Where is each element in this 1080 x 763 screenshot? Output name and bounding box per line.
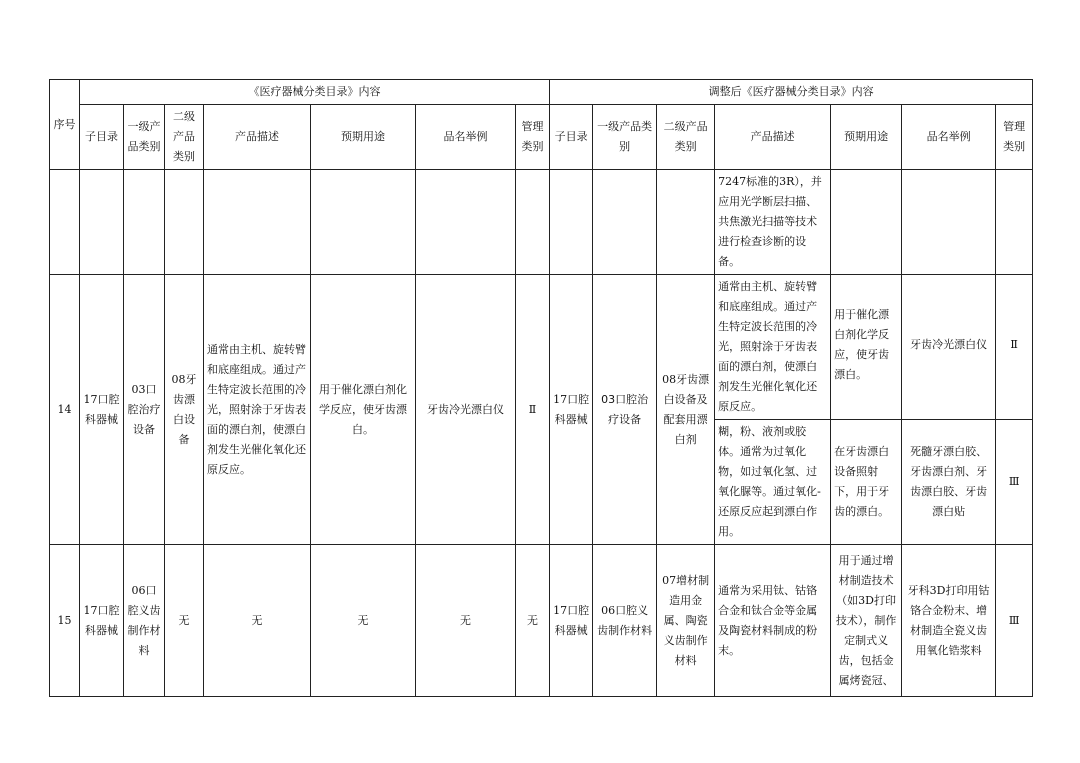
row14-right-cat2: 08牙齿漂白设备及配套用漂白剂 [657,275,715,545]
row15-left-example: 无 [416,545,516,697]
cell-empty [550,170,593,275]
header-right-group: 调整后《医疗器械分类目录》内容 [550,80,1033,105]
header-cols-row [50,105,1033,170]
row15-right-cat2: 07增材制造用金属、陶瓷义齿制作材料 [657,545,715,697]
cell-empty [657,170,715,275]
row15-right-example: 牙科3D打印用钴铬合金粉末、增材制造全瓷义齿用氧化锆浆料 [902,545,996,697]
row15-seq: 15 [50,545,80,697]
row14-left-cat1: 03口腔治疗设备 [124,275,165,545]
row15-left-desc: 无 [204,545,311,697]
header-left-cat1: 一级产品类别 [124,105,165,170]
header-group-row [50,80,1033,105]
continuation-desc: 7247标准的3R），并应用光学断层扫描、共焦激光扫描等技术进行检查诊断的设备。 [715,170,831,275]
header-left-sub: 子目录 [80,105,124,170]
header-left-use: 预期用途 [311,105,416,170]
header-right-sub: 子目录 [550,105,593,170]
cell-empty [996,170,1033,275]
cell-empty [80,170,124,275]
table-row [50,275,1033,420]
row15-right-class: Ⅲ [996,545,1033,697]
header-right-cat1: 一级产品类别 [593,105,657,170]
table-row [50,545,1033,697]
row15-left-cat1: 06口腔义齿制作材料 [124,545,165,697]
row14-right-a-desc: 通常由主机、旋转臂和底座组成。通过产生特定波长范围的冷光，照射涂于牙齿表面的漂白剂，使漂白剂发生光催化氧化还原反应。 [715,275,831,420]
row15-left-use: 无 [311,545,416,697]
row15-right-cat1: 06口腔义齿制作材料 [593,545,657,697]
header-left-desc: 产品描述 [204,105,311,170]
cell-empty [204,170,311,275]
header-left-class: 管理类别 [516,105,550,170]
row15-right-sub: 17口腔科器械 [550,545,593,697]
row14-seq: 14 [50,275,80,545]
row14-right-cat1: 03口腔治疗设备 [593,275,657,545]
row14-right-b-use: 在牙齿漂白设备照射下，用于牙齿的漂白。 [831,420,902,545]
row15-left-cat2: 无 [165,545,204,697]
row14-left-sub: 17口腔科器械 [80,275,124,545]
row14-left-class: Ⅱ [516,275,550,545]
cell-empty [516,170,550,275]
cell-empty [593,170,657,275]
cell-empty [311,170,416,275]
header-right-cat2: 二级产品类别 [657,105,715,170]
row14-left-desc: 通常由主机、旋转臂和底座组成。通过产生特定波长范围的冷光，照射涂于牙齿表面的漂白剂，使漂白剂发生光催化氧化还原反应。 [204,275,311,545]
continuation-row [50,170,1033,275]
cell-empty [416,170,516,275]
row14-left-cat2: 08牙齿漂白设备 [165,275,204,545]
cell-empty [165,170,204,275]
header-right-example: 品名举例 [902,105,996,170]
header-right-use: 预期用途 [831,105,902,170]
row15-left-sub: 17口腔科器械 [80,545,124,697]
row14-right-b-class: Ⅲ [996,420,1033,545]
classification-table [49,79,1033,697]
cell-empty [831,170,902,275]
header-seq: 序号 [50,80,80,170]
cell-empty [50,170,80,275]
header-left-example: 品名举例 [416,105,516,170]
row14-right-a-use: 用于催化漂白剂化学反应，使牙齿漂白。 [831,275,902,420]
row14-right-sub: 17口腔科器械 [550,275,593,545]
header-right-desc: 产品描述 [715,105,831,170]
row14-left-example: 牙齿冷光漂白仪 [416,275,516,545]
row14-right-b-desc: 糊，粉、液剂或胶体。通常为过氧化物，如过氧化氢、过氧化脲等。通过氧化-还原反应起到漂白作用。 [715,420,831,545]
row15-right-use: 用于通过增材制造技术（如3D打印技术），制作定制式义齿，包括金属烤瓷冠、 [831,545,902,697]
header-left-cat2: 二级产品类别 [165,105,204,170]
row14-right-a-class: Ⅱ [996,275,1033,420]
cell-empty [902,170,996,275]
row14-right-b-example: 死髓牙漂白胶、牙齿漂白剂、牙齿漂白胶、牙齿漂白贴 [902,420,996,545]
cell-empty [124,170,165,275]
row15-left-class: 无 [516,545,550,697]
row15-right-desc: 通常为采用钛、钴铬合金和钛合金等金属及陶瓷材料制成的粉末。 [715,545,831,697]
header-right-class: 管理类别 [996,105,1033,170]
row14-right-a-example: 牙齿冷光漂白仪 [902,275,996,420]
row14-left-use: 用于催化漂白剂化学反应，使牙齿漂白。 [311,275,416,545]
header-left-group: 《医疗器械分类目录》内容 [80,80,550,105]
